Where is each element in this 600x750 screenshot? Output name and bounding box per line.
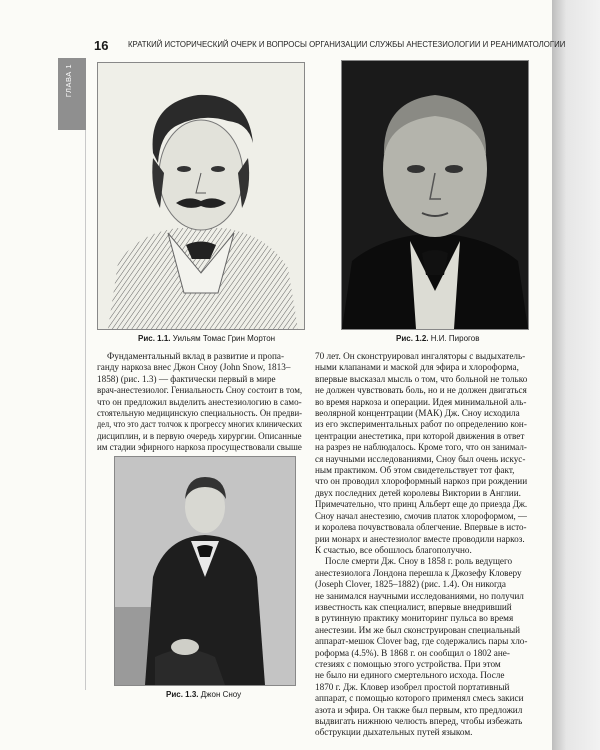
text-line: аппарат, с помощью которого применял смесь закиси <box>315 693 524 704</box>
figure-1-2-text: Н.И. Пирогов <box>430 334 480 343</box>
figure-1-3-caption <box>166 690 241 699</box>
text-line: впервые высказал мысль о том, что больной не только <box>315 373 528 384</box>
figure-1-1-text: Уильям Томас Грин Мортон <box>172 334 276 343</box>
text-line: 1870 г. Дж. Кловер изобрел простой портативный <box>315 681 510 692</box>
text-line: центрации анестетика, при которой движения в ответ <box>315 430 525 441</box>
figure-1-1-portrait <box>97 62 305 330</box>
text-line: После смерти Дж. Сноу в 1858 г. роль ведущего <box>325 556 513 567</box>
text-line: стезиях с помощью этого устройства. При этом <box>315 658 501 669</box>
figure-1-3-text: Джон Сноу <box>200 690 242 699</box>
page-number: 16 <box>94 38 109 53</box>
text-line: что он проводил хлороформный наркоз при рождении <box>315 476 528 487</box>
left-text-column <box>97 351 302 454</box>
text-line: (Joseph Clover, 1825–1882) (рис. 1.4). Он никогда <box>315 579 507 590</box>
margin-rule <box>85 130 86 690</box>
text-line: азота и эфира. Он также был первым, кто предложил <box>315 704 523 715</box>
text-line: ными клапанами и маской для эфира и хлороформа, <box>315 362 519 373</box>
text-line: ным практиком. Об этом свидетельствует тот факт, <box>315 465 515 476</box>
text-line: и королева почувствовала облегчение. Впервые в исто- <box>315 522 527 533</box>
text-line: врач-анестезиолог. Гениальность Сноу состоит в том, <box>97 385 303 396</box>
figure-1-1-caption <box>138 334 275 343</box>
text-line: не должен чувствовать боль, но и не должен двигаться <box>315 385 527 396</box>
figure-1-2-portrait <box>341 60 529 330</box>
text-line: не было ни единого смертельного исхода. После <box>315 670 505 681</box>
text-line: стоятельную медицинскую специальность. Он предви- <box>97 408 303 419</box>
text-line: роформа (4.5%). В 1868 г. он сообщил о 1802 ане- <box>315 647 510 658</box>
text-line: 1858) (рис. 1.3) — фактически первый в мире <box>97 373 276 384</box>
text-line: выдвигать нижнюю челюсть вперед, чтобы избежать <box>315 716 523 726</box>
text-line: веолярной концентрации (МАК) Дж. Сноу исходила <box>315 408 520 419</box>
text-line: на разрез не наблюдалось. Кроме того, что он занимал- <box>315 442 527 453</box>
text-line: дисциплин, и в первую очередь хирургии. Описанные <box>97 430 302 441</box>
page-edge-shadow <box>552 0 600 750</box>
text-line: двух последних детей королевы Виктории в Англии. <box>315 487 521 498</box>
figure-1-3-photo <box>114 456 296 686</box>
text-line: Фундаментальный вклад в развитие и пропа- <box>107 351 284 361</box>
text-line: им стадии эфирного наркоза просуществовали свыше <box>97 442 302 453</box>
figure-1-1-label: Рис. 1.1. <box>138 334 171 343</box>
text-line: 70 лет. Он сконструировал ингаляторы с выдыхатель- <box>315 351 526 361</box>
chapter-tab-label: ГЛАВА 1 <box>64 64 73 98</box>
figure-1-3-label: Рис. 1.3. <box>166 690 199 699</box>
text-line: анестезии. Им же был сконструирован специальный <box>315 624 521 635</box>
text-line: что он предложил выделить анестезиологию в само- <box>97 396 302 407</box>
running-head: КРАТКИЙ ИСТОРИЧЕСКИЙ ОЧЕРК И ВОПРОСЫ ОРГАНИЗАЦИИ СЛУЖБЫ АНЕСТЕЗИОЛОГИИ И РЕАНИМАТОЛОГИИ <box>128 40 566 49</box>
figure-1-2-caption <box>396 334 480 343</box>
chapter-tab <box>58 58 86 130</box>
text-line: Примечательно, что принц Альберт еще до приезда Дж. <box>315 499 528 510</box>
text-line: обструкции дыхательных путей языком. <box>315 727 473 738</box>
text-line: во время наркоза и операции. Идея минимальной аль- <box>315 396 527 407</box>
text-line: анестезиолога Лондона перешла к Джозефу Кловеру <box>315 567 522 578</box>
text-line: в рутинную практику мониторинг пульса во время <box>315 613 514 624</box>
text-line: дел, что это даст толчок к прогрессу многих клинических <box>97 419 303 430</box>
right-text-column <box>315 351 527 739</box>
text-line: Сноу начал анестезию, смочив платок хлороформом, — <box>315 510 527 521</box>
text-line: известность как специалист, впервые внедривший <box>315 601 512 612</box>
text-line: аппарат-мешок Clover bag, где содержались пары хло- <box>315 636 528 647</box>
text-line: К счастью, все обошлось благополучно. <box>315 544 472 555</box>
text-line: ся научными исследованиями, Сноу был очень искус- <box>315 453 526 464</box>
text-line: ганду наркоза внес Джон Сноу (John Snow, 1813– <box>97 362 291 373</box>
text-line: не занимался научными исследованиями, но получил <box>315 590 524 601</box>
text-line: из его экспериментальных работ по определению кон- <box>315 419 527 430</box>
text-line: рии монарх и анестезиолог вместе проводили наркоз. <box>315 533 525 544</box>
figure-1-2-label: Рис. 1.2. <box>396 334 429 343</box>
